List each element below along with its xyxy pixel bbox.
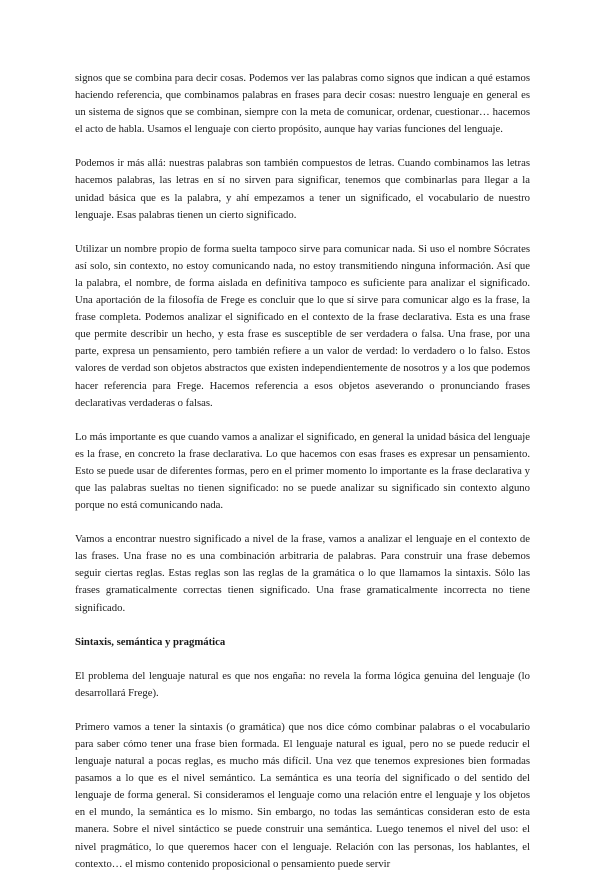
- paragraph: Utilizar un nombre propio de forma suelta tampoco sirve para comunicar nada. Si uso el nombre Sócrates así solo, sin contexto, no estoy comunicando nada, no estoy transmitiendo ninguna información. Así que la palabra, el nombre, de forma aislada en definitiva tampoco es suficiente para analizar el significado. Una aportación de la filosofía de Frege es concluir que lo que sí sirve para comunicar algo es la frase, la frase completa. Podemos analizar el significado en el contexto de la frase declarativa. Esta es una frase que permite describir un hecho, y esta frase es susceptible de ser verdadera o falsa. Una frase, por una parte, expresa un pensamiento, pero también refiere a un valor de verdad: lo verdadero o lo falso. Estos valores de verdad son objetos abstractos que existen independientemente de nosotros y a los que podemos hacer referencia para Frege. Hacemos referencia a esos objetos aseverando o pronunciando frases declarativas verdaderas o falsas.: [75, 242, 530, 409]
- paragraph: Primero vamos a tener la sintaxis (o gramática) que nos dice cómo combinar palabras o el vocabulario para saber cómo tener una frase bien formada. El lenguaje natural es igual, pero no se puede reducir el lenguaje natural a pocas reglas, es mucho más difícil. Una vez que tenemos expresiones bien formadas pasamos a lo que es el nivel semántico. La semántica es una teoría del significado o del sentido del lenguaje de forma general. Si consideramos el lenguaje como una relación entre el lenguaje y los objetos en el mundo, la semántica es lo mismo. Sin embargo, no todas las semánticas consideran esto de esta manera. Sobre el nivel sintáctico se puede construir una semántica. Luego tenemos el nivel del uso: el nivel pragmático, lo que queremos hacer con el lenguaje. Relación con las personas, los hablantes, el contexto… el mismo contenido proposicional o pensamiento puede servir: [75, 720, 530, 870]
- paragraph: Vamos a encontrar nuestro significado a nivel de la frase, vamos a analizar el lenguaje en el contexto de las frases. Una frase no es una combinación arbitraria de palabras. Para construir una frase debemos seguir ciertas reglas. Estas reglas son las reglas de la gramática o lo que llamamos la sintaxis. Sólo las frases gramaticalmente correctas tienen significado. Una frase gramaticalmente incorrecta no tiene significado.: [75, 533, 530, 614]
- paragraph: El problema del lenguaje natural es que nos engaña: no revela la forma lógica genuina del lenguaje (lo desarrollará Frege).: [75, 669, 530, 699]
- document-page: [75, 70, 530, 890]
- paragraph: signos que se combina para decir cosas. Podemos ver las palabras como signos que indican a qué estamos haciendo referencia, que combinamos palabras en frases para decir cosas: nuestro lenguaje en general es un sistema de signos que se combinan, siempre con la meta de comunicar, ordenar, cuestionar… hacemos el acto de habla. Usamos el lenguaje con cierto propósito, aunque hay varias funciones del lenguaje.: [75, 72, 530, 136]
- paragraph: Lo más importante es que cuando vamos a analizar el significado, en general la unidad básica del lenguaje es la frase, en concreto la frase declarativa. Lo que hacemos con esas frases es expresar un pensamiento. Esto se puede usar de diferentes formas, pero en el primer momento lo importante es la frase declarativa y que las palabras sueltas no tienen significado: no se puede analizar su significado sin contexto alguno porque no está comunicando nada.: [75, 430, 530, 512]
- section-heading: Sintaxis, semántica y pragmática: [75, 635, 226, 648]
- paragraph: Podemos ir más allá: nuestras palabras son también compuestos de letras. Cuando combinamos las letras hacemos palabras, las letras en sí no sirven para significar, tenemos que combinarlas para llegar a la unidad básica que es la palabra, y ahí empezamos a tener un significado, el vocabulario de nuestro lenguaje. Esas palabras tienen un cierto significado.: [75, 157, 530, 221]
